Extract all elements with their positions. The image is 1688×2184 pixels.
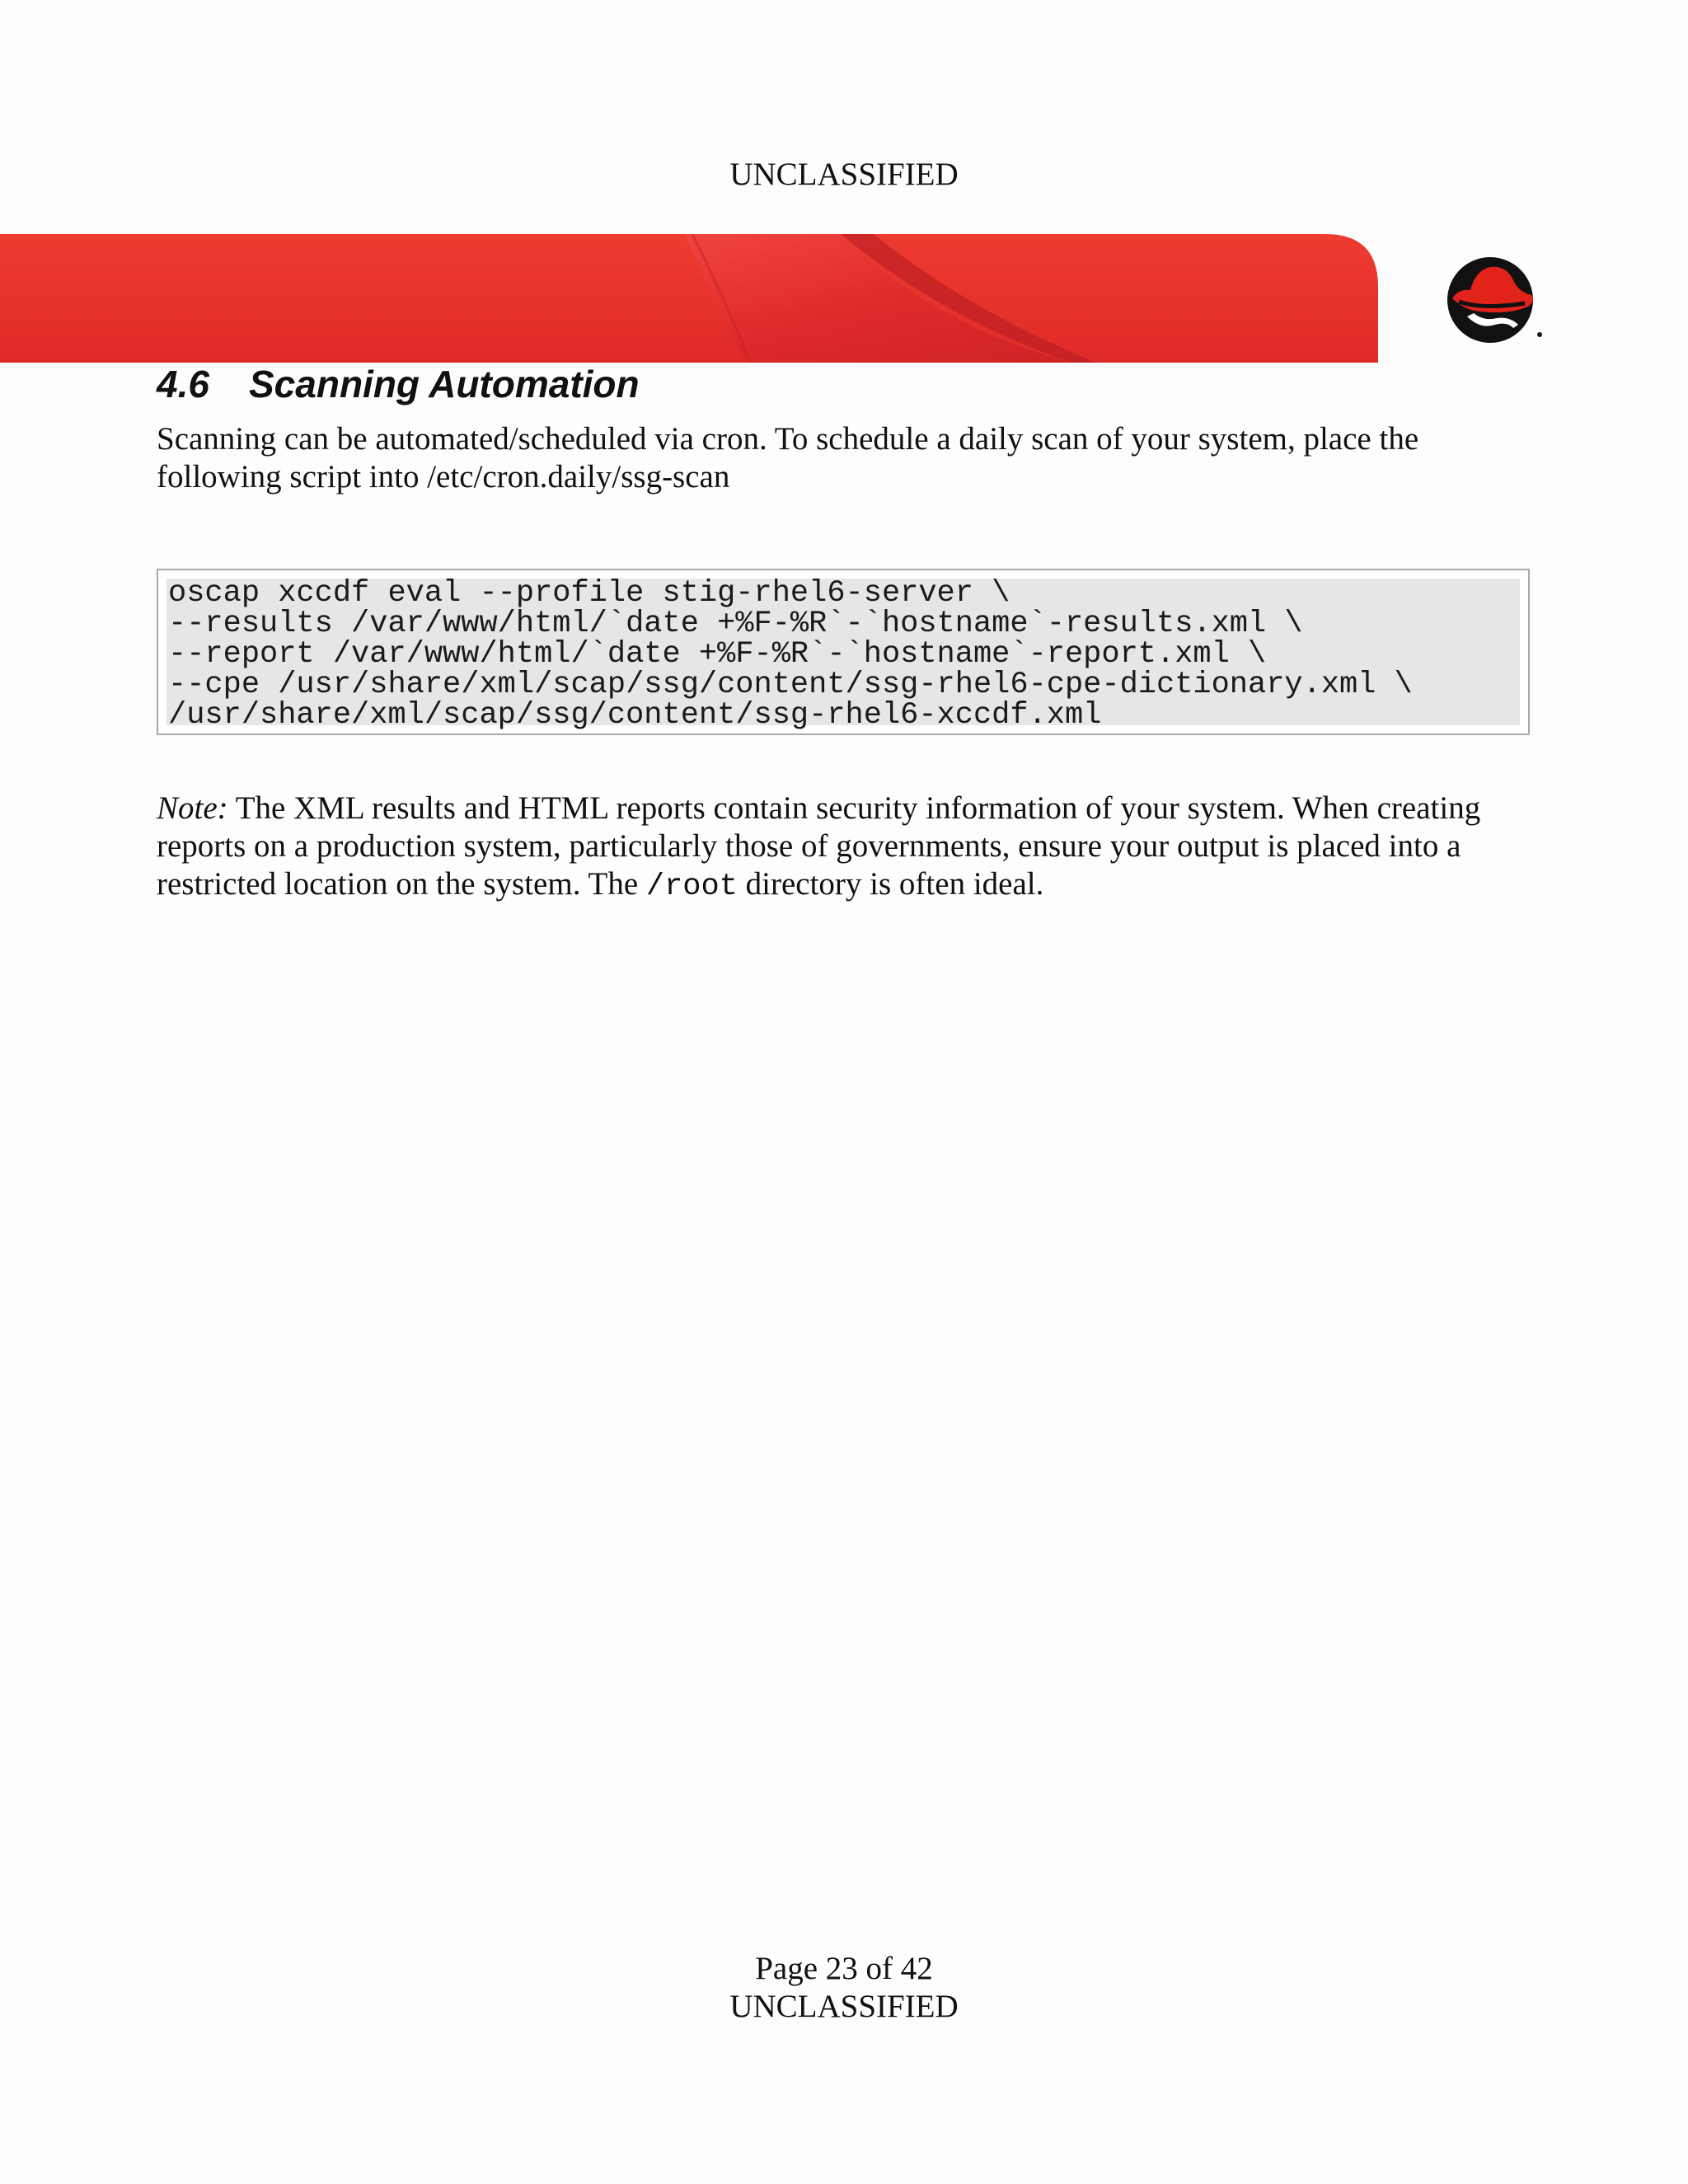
header-banner xyxy=(0,234,1688,363)
code-line: --report /var/www/html/`date +%F-%R`-`hostname`-report.xml \ xyxy=(168,637,1267,672)
section-number: 4.6 xyxy=(157,363,209,405)
red-hat-logo-icon xyxy=(1442,255,1545,346)
classification-footer: UNCLASSIFIED xyxy=(729,1989,959,2024)
code-line: --cpe /usr/share/xml/scap/ssg/content/ssg-rhel6-cpe-dictionary.xml \ xyxy=(168,668,1413,702)
code-line: oscap xccdf eval --profile stig-rhel6-server \ xyxy=(168,576,1010,611)
note-text: The XML results and HTML reports contain security information of your system. When creating reports on a production system, particularly those of governments, ensure your output is placed into a restricted location on the system. The xyxy=(157,790,1481,902)
classification-header: UNCLASSIFIED xyxy=(729,157,959,192)
note-text-end: directory is often ideal. xyxy=(737,866,1044,902)
section-title: Scanning Automation xyxy=(249,363,640,405)
code-line: --results /var/www/html/`date +%F-%R`-`hostname`-results.xml \ xyxy=(168,607,1303,641)
page-number: Page 23 of 42 xyxy=(755,1951,933,1986)
code-block xyxy=(157,569,1530,735)
note-paragraph xyxy=(157,790,1541,906)
page-footer xyxy=(0,1950,1688,2026)
section-heading xyxy=(157,359,640,409)
note-label: Note: xyxy=(157,790,228,826)
code-line: /usr/share/xml/scap/ssg/content/ssg-rhel6-xccdf.xml xyxy=(168,698,1102,733)
intro-paragraph: Scanning can be automated/scheduled via cron. To schedule a daily scan of your system, place the following script into /etc/cron.daily/ssg-scan xyxy=(157,421,1419,494)
code-block-body xyxy=(166,576,1520,733)
note-inline-code: /root xyxy=(645,869,738,904)
